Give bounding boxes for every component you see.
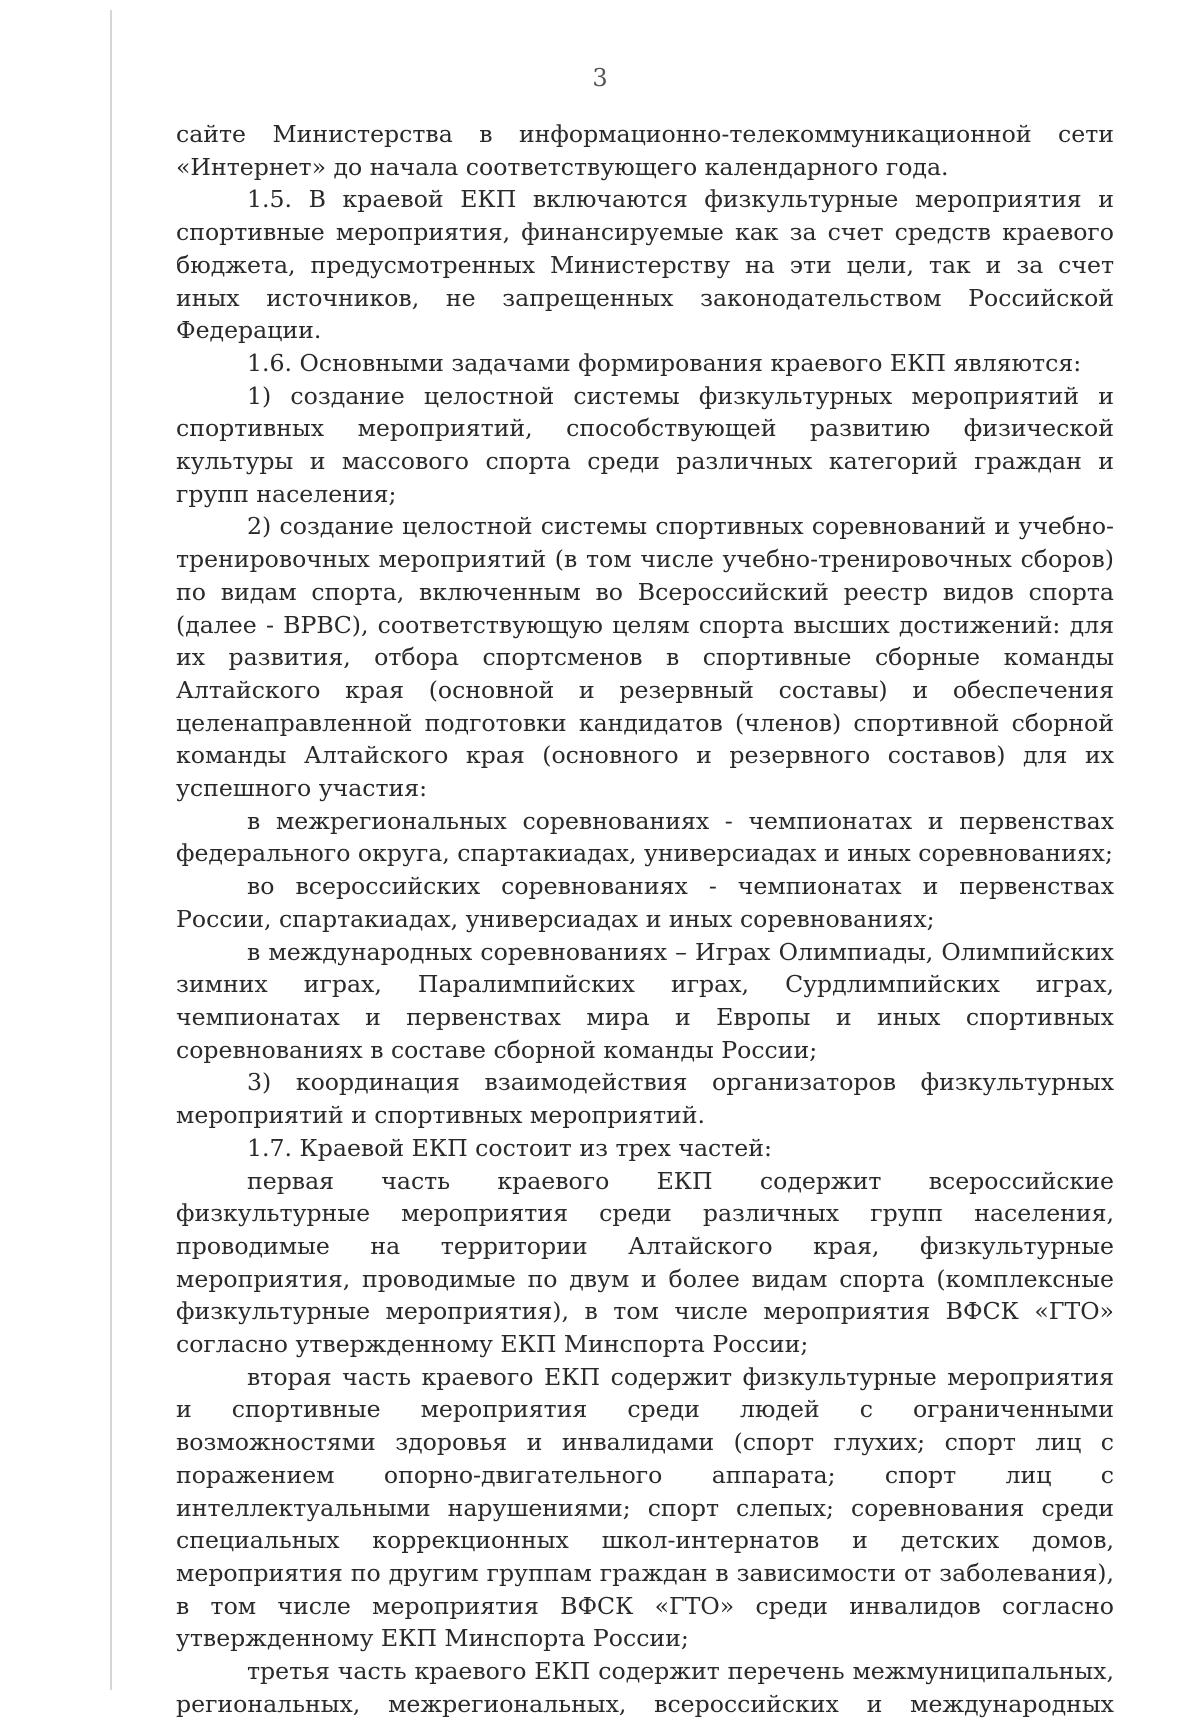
page-number: 3 [592, 64, 608, 92]
paragraph: в международных соревнованиях – Играх Олимпиады, Олимпийских зимних играх, Паралимпийских играх, Сурдлимпийских играх, чемпионатах и первенствах мира и Европы и иных спортивных соревнованиях в составе сборной команды России; [176, 937, 1114, 1064]
paragraph: 1.5. В краевой ЕКП включаются физкультурные мероприятия и спортивные мероприятия, финансируемые как за счет средств краевого бюджета, предусмотренных Министерству на эти цели, так и за счет иных источников, не запрещенных законодательством Российской Федерации. [176, 185, 1114, 345]
paragraph: во всероссийских соревнованиях - чемпионатах и первенствах России, спартакиадах, универсиадах и иных соревнованиях; [176, 872, 1114, 933]
document-body [176, 118, 1114, 1720]
paragraph: 1.7. Краевой ЕКП состоит из трех частей: [247, 1133, 772, 1162]
paragraph: 3) координация взаимодействия организаторов физкультурных мероприятий и спортивных мероприятий. [176, 1068, 1114, 1130]
paragraph: вторая часть краевого ЕКП содержит физкультурные мероприятия и спортивные мероприятия среди людей с ограниченными возможностями здоровья и инвалидами (спорт глухих; спорт лиц с поражением опорно-двигательного аппарата; спорт лиц с интеллектуальными нарушениями; спорт слепых; соревнования среди специальных коррекционных школ-интернатов и детских домов, мероприятия по другим группам граждан в зависимости от заболевания), в том числе мероприятия ВФСК «ГТО» среди инвалидов согласно утвержденному ЕКП Минспорта России; [176, 1362, 1114, 1653]
paragraph: первая часть краевого ЕКП содержит всероссийские физкультурные мероприятия среди различных групп населения, проводимые на территории Алтайского края, физкультурные мероприятия, проводимые по двум и более видам спорта (комплексные физкультурные мероприятия), в том числе мероприятия ВФСК «ГТО» согласно утвержденному ЕКП Минспорта России; [176, 1166, 1114, 1359]
paragraph: третья часть краевого ЕКП содержит перечень межмуниципальных, региональных, межрегиональных, всероссийских и международных [176, 1657, 1114, 1718]
paragraph: 2) создание целостной системы спортивных соревнований и учебно-тренировочных мероприятий (в том числе учебно-тренировочных сборов) по видам спорта, включенным во Всероссийский реестр видов спорта (далее - ВРВС), соответствующую целям спорта высших достижений: для их развития, отбора спортсменов в спортивные сборные команды Алтайского края (основной и резервный составы) и обеспечения целенаправленной подготовки кандидатов (членов) спортивной сборной команды Алтайского края (основного и резервного составов) для их успешного участия: [176, 512, 1114, 803]
paragraph: 1.6. Основными задачами формирования краевого ЕКП являются: [247, 348, 1082, 377]
paragraph: 1) создание целостной системы физкультурных мероприятий и спортивных мероприятий, способствующей развитию физической культуры и массового спорта среди различных категорий граждан и групп населения; [176, 381, 1114, 508]
paragraph: сайте Министерства в информационно-телекоммуникационной сети «Интернет» до начала соответствующего календарного года. [176, 120, 1114, 181]
page-margin-line [110, 10, 112, 1690]
paragraph: в межрегиональных соревнованиях - чемпионатах и первенствах федерального округа, спартакиадах, универсиадах и иных соревнованиях; [176, 806, 1114, 868]
